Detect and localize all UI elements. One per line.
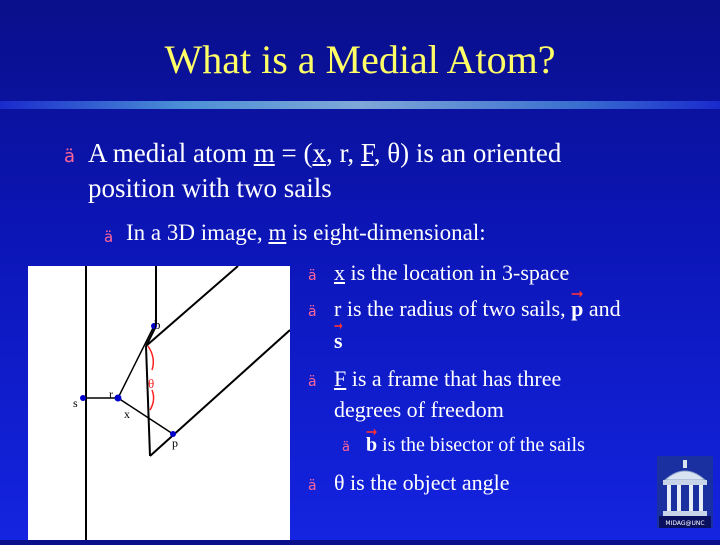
sub-bullet xyxy=(126,220,486,246)
diagram-background xyxy=(28,266,290,540)
vector-arrow-icon xyxy=(571,290,583,298)
point-location xyxy=(334,260,569,286)
bullet-marker: ä xyxy=(342,440,350,455)
label-x: x xyxy=(124,407,130,421)
label-r: r xyxy=(109,387,113,401)
text-segment: is the location in 3-space xyxy=(345,260,570,285)
point-x xyxy=(115,395,122,402)
vector-s xyxy=(334,328,343,354)
symbol-b: b xyxy=(366,434,378,456)
text-segment: In a 3D image, xyxy=(126,220,269,245)
text-segment: r is the radius of two sails, xyxy=(334,296,572,321)
point-s xyxy=(80,395,86,401)
diagram-svg xyxy=(28,266,290,540)
point-radius-line1 xyxy=(334,296,621,322)
bullet-marker: ä xyxy=(308,478,317,494)
bullet-marker: ä xyxy=(64,146,76,167)
vector-arrow-icon xyxy=(366,428,377,436)
symbol-F: F xyxy=(360,138,374,168)
main-bullet-line1 xyxy=(88,138,561,169)
label-p: p xyxy=(172,436,178,450)
symbol-x: x xyxy=(334,260,345,285)
symbol-m: m xyxy=(253,138,275,168)
label-b: b xyxy=(154,317,161,332)
vector-arrow-icon xyxy=(334,322,343,330)
text-segment: is eight-dimensional: xyxy=(286,220,486,245)
label-theta: θ xyxy=(148,376,155,391)
title-divider xyxy=(0,101,720,109)
point-angle: θ is the object angle xyxy=(334,470,510,495)
symbol-p: p xyxy=(571,296,584,321)
vector-p xyxy=(571,296,583,322)
point-bisector xyxy=(366,434,585,457)
symbol-x: x xyxy=(312,138,326,168)
label-s: s xyxy=(73,396,78,410)
point-radius-line2 xyxy=(334,328,343,354)
main-bullet-line2: position with two sails xyxy=(88,173,332,203)
point-frame-line1 xyxy=(334,366,561,392)
symbol-m: m xyxy=(268,220,287,245)
text-segment: , r, xyxy=(325,138,361,168)
medial-atom-diagram xyxy=(28,266,290,545)
text-segment: is a frame that has three xyxy=(346,366,562,391)
symbol-F: F xyxy=(334,366,347,391)
text-segment: = ( xyxy=(274,138,313,168)
bullet-marker: ä xyxy=(308,374,317,390)
bullet-marker: ä xyxy=(104,228,114,246)
vector-b xyxy=(366,434,377,457)
text-segment: , θ) is an oriented xyxy=(373,138,562,168)
text-segment: A medial atom xyxy=(88,138,254,168)
text-segment: and xyxy=(583,296,621,321)
bullet-marker: ä xyxy=(308,304,317,320)
symbol-s: s xyxy=(334,328,343,353)
bullet-marker: ä xyxy=(308,268,317,284)
point-frame-line2: degrees of freedom xyxy=(334,397,504,422)
text-segment: is the bisector of the sails xyxy=(377,434,585,456)
slide-title: What is a Medial Atom? xyxy=(164,37,556,82)
gazebo-icon xyxy=(657,456,713,528)
logo-caption: MIDAG@UNC xyxy=(665,520,705,527)
